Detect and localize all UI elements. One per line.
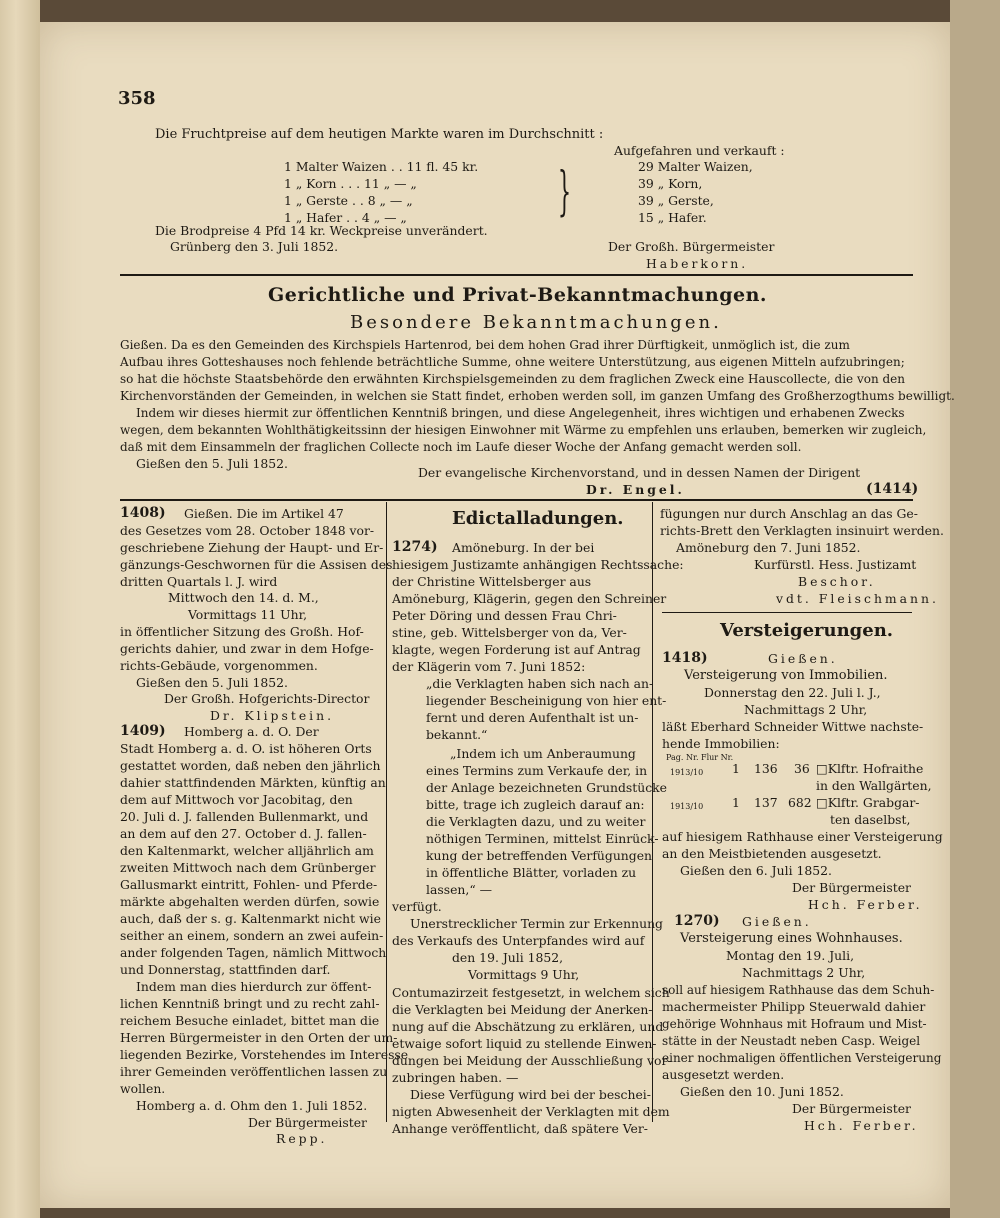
col3-line: Gießen. xyxy=(768,651,838,666)
col2-line: „Indem ich um Anberaumung xyxy=(450,746,636,761)
table-cell: 136 xyxy=(754,761,778,776)
fruit-right-row: 29 Malter Waizen, xyxy=(638,159,753,174)
col1-line: Gallusmarkt eintritt, Fohlen- und Pferde- xyxy=(120,877,378,892)
col1-line: Indem man dies hierdurch zur öffent- xyxy=(136,979,372,994)
section-title: Gerichtliche und Privat-Bekanntmachungen. xyxy=(268,284,768,306)
col2-line: bekannt.“ xyxy=(426,727,488,742)
notice-line: so hat die höchste Staatsbehörde den erwähnten Kirchspielsgemeinden zu dem fraglichen Zweck eine Hauscollecte, die von den xyxy=(120,372,906,386)
col2-line: zubringen haben. — xyxy=(392,1070,519,1085)
notice-number: 1274) xyxy=(392,539,438,555)
notice-number: 1270) xyxy=(674,913,720,929)
fruit-right-row: 39 „ Korn, xyxy=(638,176,703,191)
col3-line: hende Immobilien: xyxy=(662,736,780,751)
fruit-right-row: 39 „ Gerste, xyxy=(638,193,714,208)
col1-line: Dr. Klipstein. xyxy=(210,708,335,723)
divider xyxy=(120,499,913,501)
col1-line: richts-Gebäude, vorgenommen. xyxy=(120,658,318,673)
col3-line: Hch. Ferber. xyxy=(804,1118,919,1133)
col2-line: verfügt. xyxy=(392,899,442,914)
col1-line: des Gesetzes vom 28. October 1848 vor- xyxy=(120,523,375,538)
col1-line: gerichts dahier, und zwar in dem Hofge- xyxy=(120,641,374,656)
col1-line: geschriebene Ziehung der Haupt- und Er- xyxy=(120,540,384,555)
notice-line: wegen, dem bekannten Wohlthätigkeitssinn der hiesigen Einwohner mit Wärme zu empfehlen uns erlauben, bemerken wir zugleich, xyxy=(120,423,927,437)
col3-line: soll auf hiesigem Rathhause das dem Schuh- xyxy=(662,983,935,997)
col2-line: eines Termins zum Verkaufe der, in xyxy=(426,763,648,778)
col2-line: Contumazirzeit festgesetzt, in welchem sich xyxy=(392,985,670,1000)
col3-line: Nachmittags 2 Uhr, xyxy=(744,702,868,717)
bread-prices: Die Brodpreise 4 Pfd 14 kr. Weckpreise unverändert. xyxy=(155,223,488,238)
fruit-place-date: Grünberg den 3. Juli 1852. xyxy=(170,239,339,254)
col1-line: Gießen. Die im Artikel 47 xyxy=(184,506,344,521)
col1-line: Mittwoch den 14. d. M., xyxy=(168,590,319,605)
auction-heading: Versteigerungen. xyxy=(720,620,894,641)
col1-line: seither an einem, sondern an zwei aufein- xyxy=(120,928,384,943)
col2-line: klagte, wegen Forderung ist auf Antrag xyxy=(392,642,641,657)
col2-line: der Christine Wittelsberger aus xyxy=(392,574,592,589)
col1-line: auch, daß der s. g. Kaltenmarkt nicht wie xyxy=(120,911,381,926)
table-header: Pag. Nr. Flur Nr. xyxy=(666,753,734,762)
col2-line: die Verklagten dazu, und zu weiter xyxy=(426,814,646,829)
table-cell: □Klftr. Grabgar- xyxy=(816,795,920,810)
right-page-edge xyxy=(950,0,1000,1218)
col3-line: an den Meistbietenden ausgesetzt. xyxy=(662,846,882,861)
col1-line: liegenden Bezirke, Vorstehendes im Interesse xyxy=(120,1047,409,1062)
table-cell: 1 xyxy=(732,795,740,810)
notice-line: Aufbau ihres Gotteshauses noch fehlende beträchtliche Summe, ohne weitere Unterstützung, aus eigenen Mitteln aufzubringen; xyxy=(120,355,905,369)
fruit-right-heading: Aufgefahren und verkauft : xyxy=(614,143,785,158)
fruit-row: 1 „ Gerste . . 8 „ — „ xyxy=(284,193,413,208)
col3-line: Gießen den 6. Juli 1852. xyxy=(680,863,832,878)
notice-number: (1414) xyxy=(866,481,919,497)
notice-line: Indem wir dieses hiermit zur öffentlichen Kenntniß bringen, und diese Angelegenheit, ihres wichtigen und erhabenen Zwecks xyxy=(136,406,905,420)
col2-line: stine, geb. Wittelsberger von da, Ver- xyxy=(392,625,627,640)
fruit-row: 1 Malter Waizen . . 11 fl. 45 kr. xyxy=(284,159,479,174)
col1-line: Repp. xyxy=(276,1131,328,1146)
col1-line: lichen Kenntniß bringt und zu recht zahl- xyxy=(120,996,380,1011)
page-number: 358 xyxy=(118,88,156,109)
col2-line: bitte, trage ich zugleich darauf an: xyxy=(426,797,645,812)
col3-line: Gießen. xyxy=(742,914,812,929)
col3-line: Montag den 19. Juli, xyxy=(726,948,855,963)
col1-line: an dem auf den 27. October d. J. fallen- xyxy=(120,826,367,841)
col3-line: richts-Brett den Verklagten insinuirt werden. xyxy=(660,523,944,538)
col1-line: ander folgenden Tagen, nämlich Mittwoch xyxy=(120,945,387,960)
col3-line: Kurfürstl. Hess. Justizamt xyxy=(754,557,917,572)
col2-line: nung auf die Abschätzung zu erklären, und xyxy=(392,1019,664,1034)
col3-line: Versteigerung eines Wohnhauses. xyxy=(680,931,903,946)
table-cell: 36 xyxy=(794,761,810,776)
fruit-row: 1 „ Korn . . . 11 „ — „ xyxy=(284,176,417,191)
col1-line: Gießen den 5. Juli 1852. xyxy=(136,675,288,690)
col2-line: liegender Bescheinigung von hier ent- xyxy=(426,693,667,708)
notice-date: Gießen den 5. Juli 1852. xyxy=(136,456,288,471)
col1-line: dem auf Mittwoch vor Jacobitag, den xyxy=(120,792,353,807)
col2-line: Amöneburg. In der bei xyxy=(452,540,595,555)
col1-line: Homberg a. d. O. Der xyxy=(184,724,319,739)
col2-line: nöthigen Terminen, mittelst Einrück- xyxy=(426,831,659,846)
subsection-title: Besondere Bekanntmachungen. xyxy=(350,312,722,333)
col3-line: Nachmittags 2 Uhr, xyxy=(742,965,866,980)
col3-line: Beschor. xyxy=(798,574,876,589)
table-cell: in den Wallgärten, xyxy=(816,778,932,793)
col2-line: nigten Abwesenheit der Verklagten mit dem xyxy=(392,1104,670,1119)
notice-line: Kirchenvorständen der Gemeinden, in welchen sie Statt findet, erhoben werden soll, im ganzen Umfang des Großherzogthums bewilligt. xyxy=(120,389,955,403)
col1-line: in öffentlicher Sitzung des Großh. Hof- xyxy=(120,624,364,639)
col3-line: Der Bürgermeister xyxy=(792,880,911,895)
table-cell: □Klftr. Hofraithe xyxy=(816,761,924,776)
col3-line: vdt. Fleischmann. xyxy=(776,591,939,606)
col2-line: etwaige sofort liquid zu stellende Einwen- xyxy=(392,1036,657,1051)
table-cell: 1913/10 xyxy=(670,768,704,777)
notice-line: daß mit dem Einsammeln der fraglichen Collecte noch im Laufe dieser Woche der Anfang gemacht werden soll. xyxy=(120,440,802,454)
col1-line: Der Großh. Hofgerichts-Director xyxy=(164,691,370,706)
col3-line: Donnerstag den 22. Juli l. J., xyxy=(704,685,881,700)
col1-line: Herren Bürgermeister in den Orten der um- xyxy=(120,1030,398,1045)
col2-line: in öffentliche Blätter, vorladen zu xyxy=(426,865,637,880)
col3-line: Gießen den 10. Juni 1852. xyxy=(680,1084,844,1099)
col1-line: dritten Quartals l. J. wird xyxy=(120,574,278,589)
fruit-signature-title: Der Großh. Bürgermeister xyxy=(608,239,775,254)
table-cell: 1913/10 xyxy=(670,802,704,811)
col2-line: Peter Döring und dessen Frau Chri- xyxy=(392,608,617,623)
col3-line: machermeister Philipp Steuerwald dahier xyxy=(662,999,926,1014)
notice-signature-name: Dr. Engel. xyxy=(586,482,685,497)
col3-line: gehörige Wohnhaus mit Hofraum und Mist- xyxy=(662,1017,927,1031)
col2-line: Unerstrecklicher Termin zur Erkennung xyxy=(410,916,663,931)
left-page-stack xyxy=(0,0,40,1218)
fruit-heading: Die Fruchtpreise auf dem heutigen Markte waren im Durchschnitt : xyxy=(155,127,604,142)
col2-line: lassen,“ — xyxy=(426,882,492,897)
brace: } xyxy=(557,162,572,222)
col2-line: hiesigem Justizamte anhängigen Rechtssache: xyxy=(392,557,684,572)
notice-line: Gießen. Da es den Gemeinden des Kirchspiels Hartenrod, bei dem hohen Grad ihrer Dürftigkeit, unmöglich ist, die zum xyxy=(120,338,850,352)
col1-line: zweiten Mittwoch nach dem Grünberger xyxy=(120,860,376,875)
col1-line: gestattet worden, daß neben den jährlich xyxy=(120,758,381,773)
col1-line: märkte abgehalten werden dürfen, sowie xyxy=(120,894,380,909)
table-cell: 682 xyxy=(788,795,812,810)
col1-line: Vormittags 11 Uhr, xyxy=(188,607,308,622)
col3-line: Versteigerung von Immobilien. xyxy=(684,668,888,683)
col3-line: Hch. Ferber. xyxy=(808,897,923,912)
fruit-row: 1 „ Hafer . . 4 „ — „ xyxy=(284,210,407,225)
notice-number: 1408) xyxy=(120,505,166,521)
col3-line: Der Bürgermeister xyxy=(792,1101,911,1116)
col2-line: die Verklagten bei Meidung der Anerken- xyxy=(392,1002,653,1017)
col2-line: Diese Verfügung wird bei der beschei- xyxy=(410,1087,651,1102)
table-cell: 1 xyxy=(732,761,740,776)
col2-line: den 19. Juli 1852, xyxy=(452,950,564,965)
col3-line: auf hiesigem Rathhause einer Versteigerung xyxy=(662,829,943,844)
col3-line: Amöneburg den 7. Juni 1852. xyxy=(676,540,861,555)
col1-line: Stadt Homberg a. d. O. ist höheren Orts xyxy=(120,741,372,756)
col1-line: den Kaltenmarkt, welcher alljährlich am xyxy=(120,843,374,858)
fruit-right-row: 15 „ Hafer. xyxy=(638,210,707,225)
divider xyxy=(662,612,912,613)
edictal-heading: Edictalladungen. xyxy=(452,508,624,529)
col1-line: gänzungs-Geschwornen für die Assisen des xyxy=(120,557,393,572)
col2-line: Anhange veröffentlicht, daß spätere Ver- xyxy=(392,1121,648,1136)
notice-number: 1409) xyxy=(120,723,166,739)
col1-line: Homberg a. d. Ohm den 1. Juli 1852. xyxy=(136,1098,368,1113)
col2-line: Vormittags 9 Uhr, xyxy=(468,967,580,982)
col2-line: „die Verklagten haben sich nach an- xyxy=(426,676,654,691)
newspaper-page xyxy=(40,22,955,1208)
notice-signature-title: Der evangelische Kirchenvorstand, und in dessen Namen der Dirigent xyxy=(418,465,861,480)
col3-line: ausgesetzt werden. xyxy=(662,1067,785,1082)
col2-line: fernt und deren Aufenthalt ist un- xyxy=(426,710,639,725)
divider xyxy=(120,274,913,276)
col3-line: einer nochmaligen öffentlichen Versteigerung xyxy=(662,1051,942,1065)
col2-line: des Verkaufs des Unterpfandes wird auf xyxy=(392,933,645,948)
col1-line: und Donnerstag, stattfinden darf. xyxy=(120,962,331,977)
table-cell: 137 xyxy=(754,795,778,810)
col1-line: Der Bürgermeister xyxy=(248,1115,367,1130)
col3-line: fügungen nur durch Anschlag an das Ge- xyxy=(660,506,918,521)
col1-line: ihrer Gemeinden veröffentlichen lassen zu xyxy=(120,1064,388,1079)
table-cell: ten daselbst, xyxy=(830,812,911,827)
col2-line: der Klägerin vom 7. Juni 1852: xyxy=(392,659,586,674)
notice-number: 1418) xyxy=(662,650,708,666)
col3-line: läßt Eberhard Schneider Wittwe nachste- xyxy=(662,719,924,734)
col1-line: reichem Besuche einladet, bittet man die xyxy=(120,1013,380,1028)
col1-line: wollen. xyxy=(120,1081,166,1096)
col1-line: dahier stattfindenden Märkten, künftig an xyxy=(120,775,386,790)
col2-line: kung der betreffenden Verfügungen xyxy=(426,848,653,863)
col1-line: 20. Juli d. J. fallenden Bullenmarkt, und xyxy=(120,809,369,824)
col2-line: der Anlage bezeichneten Grundstücke xyxy=(426,780,667,795)
fruit-signature-name: Haberkorn. xyxy=(646,256,749,271)
col2-line: dungen bei Meidung der Ausschließung vor- xyxy=(392,1053,672,1068)
col3-line: stätte in der Neustadt neben Casp. Weigel xyxy=(662,1034,921,1048)
col2-line: Amöneburg, Klägerin, gegen den Schreiner xyxy=(392,591,667,606)
